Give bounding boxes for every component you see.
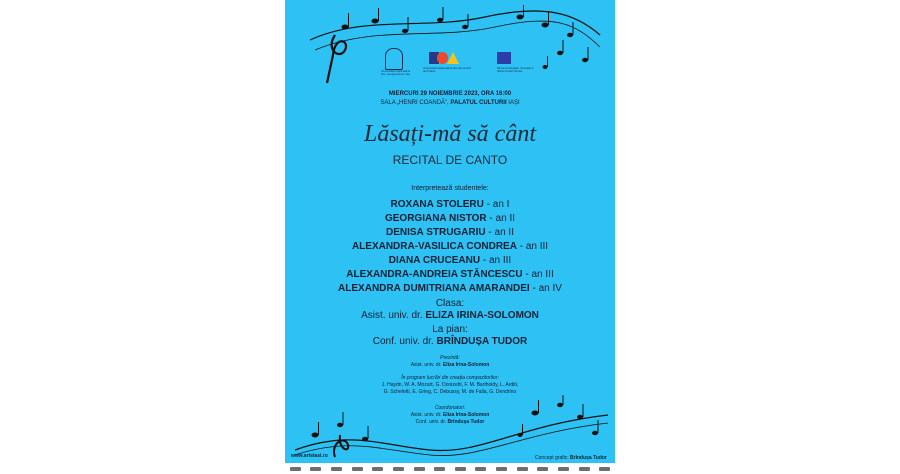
coordinator-2-title: Conf. univ. dr. [415, 419, 448, 425]
program-composers-line-2: G. Scheletti, E. Grieg, C. Debussy, M. de Falla, G. Dendrino [383, 389, 517, 395]
presenter-title: Asist. univ. dr. [410, 362, 443, 368]
event-date: MIERCURI 29 NOIEMBRIE 2023, ORA 16:00 [388, 91, 512, 97]
music-notes-top-decoration [305, 5, 605, 85]
performer-name: DIANA CRUCEANU [388, 255, 481, 266]
class-teacher-name: ELIZA IRINA-SOLOMON [425, 310, 539, 321]
concert-poster [285, 0, 615, 463]
venue-suffix: IAȘI [506, 100, 520, 106]
pianist [285, 336, 615, 348]
sponsor-logo [372, 467, 383, 471]
sponsor-logo [537, 467, 548, 471]
performer-year: - an II [486, 213, 516, 224]
ministry-logo [497, 52, 511, 64]
performer-row [285, 254, 615, 268]
performer-row [285, 198, 615, 212]
performer-name: ALEXANDRA-ANDREIA STĂNCESCU [346, 269, 523, 280]
university-crest-logo [385, 48, 403, 70]
performer-row [285, 226, 615, 240]
sponsor-logos-strip [285, 463, 615, 474]
design-credit [535, 455, 607, 461]
class-teacher-title: Asist. univ. dr. [361, 310, 426, 321]
ministry-logo-caption: Ministerul Educației, Cercetării și Științei Inovării Tehnice [497, 67, 534, 73]
performer-name: DENISA STRUGARIU [386, 227, 486, 238]
class-label: Clasa: [435, 298, 465, 309]
performers-intro: Interpretează studentele: [411, 185, 489, 192]
presenter-label: Prezintă: [440, 355, 460, 361]
pianist-name: BRÎNDUȘA TUDOR [436, 336, 528, 347]
sponsor-logo [310, 467, 321, 471]
class-teacher [285, 310, 615, 322]
program-label: În program lucrări din creația compozitorilor: [401, 375, 499, 381]
design-credit-name: Brîndușa Tudor [570, 455, 607, 461]
sponsor-logo [475, 467, 486, 471]
music-notes-bottom-decoration [290, 395, 610, 460]
project-center-logo-caption: Universitatea Națională de Arte Iași Centrul de Proiecte [423, 67, 471, 73]
coordinators-label: Coordonatori: [434, 405, 466, 411]
sponsor-logo [352, 467, 363, 471]
recital-subtitle: RECITAL DE CANTO [392, 153, 508, 167]
performer-row [285, 240, 615, 254]
performer-name: ROXANA STOLERU [390, 199, 484, 210]
performer-name: ALEXANDRA DUMITRIANA AMARANDEI [338, 283, 530, 294]
presenter-name: Eliza Irina-Solomon [442, 362, 490, 368]
pianist-title: Conf. univ. dr. [372, 336, 437, 347]
event-venue [285, 100, 615, 107]
recital-title: Lăsați-mă să cânt [363, 121, 536, 147]
piano-label: La pian: [432, 324, 468, 335]
sponsor-logo [455, 467, 466, 471]
university-logo-caption: Universitatea Națională de Arte „George Enescu” Iași [381, 70, 411, 76]
project-center-logo [429, 52, 459, 64]
sponsor-logo [331, 467, 342, 471]
sponsor-logo [579, 467, 590, 471]
sponsor-logo [517, 467, 528, 471]
coordinator-1-name: Eliza Irina-Solomon [442, 412, 490, 418]
performer-year: - an III [522, 269, 554, 280]
performer-year: - an III [516, 241, 549, 252]
program-composers-line-1: J. Haydn, W. A. Mozart, G. Donizetti, F. M. Bartholdy, L. Arditi, [381, 382, 519, 388]
performers-list [285, 198, 615, 296]
venue-prefix: SALA „HENRI COANDĂ”, [380, 100, 451, 106]
venue-palace: PALATUL CULTURII [450, 100, 507, 106]
sponsor-logo [414, 467, 425, 471]
coordinator-1-title: Asist. univ. dr. [410, 412, 443, 418]
performer-row [285, 282, 615, 296]
performer-year: - an II [485, 227, 514, 238]
coordinator-2-name: Brîndușa Tudor [447, 419, 485, 425]
sponsor-logo [496, 467, 507, 471]
sponsor-logo [434, 467, 445, 471]
performer-year: - an III [480, 255, 512, 266]
presenter [285, 362, 615, 368]
sponsor-logo [290, 467, 301, 471]
performer-name: GEORGIANA NISTOR [384, 213, 487, 224]
sponsor-logo [558, 467, 569, 471]
performer-year: - an I [483, 199, 510, 210]
performer-row [285, 268, 615, 282]
website-url: www.arteiasi.ro [291, 453, 328, 459]
performer-year: - an IV [529, 283, 562, 294]
sponsor-logo [393, 467, 404, 471]
performer-row [285, 212, 615, 226]
performer-name: ALEXANDRA-VASILICA CONDREA [351, 241, 517, 252]
sponsor-logo [599, 467, 610, 471]
design-credit-label: Concept grafic: [535, 455, 571, 461]
